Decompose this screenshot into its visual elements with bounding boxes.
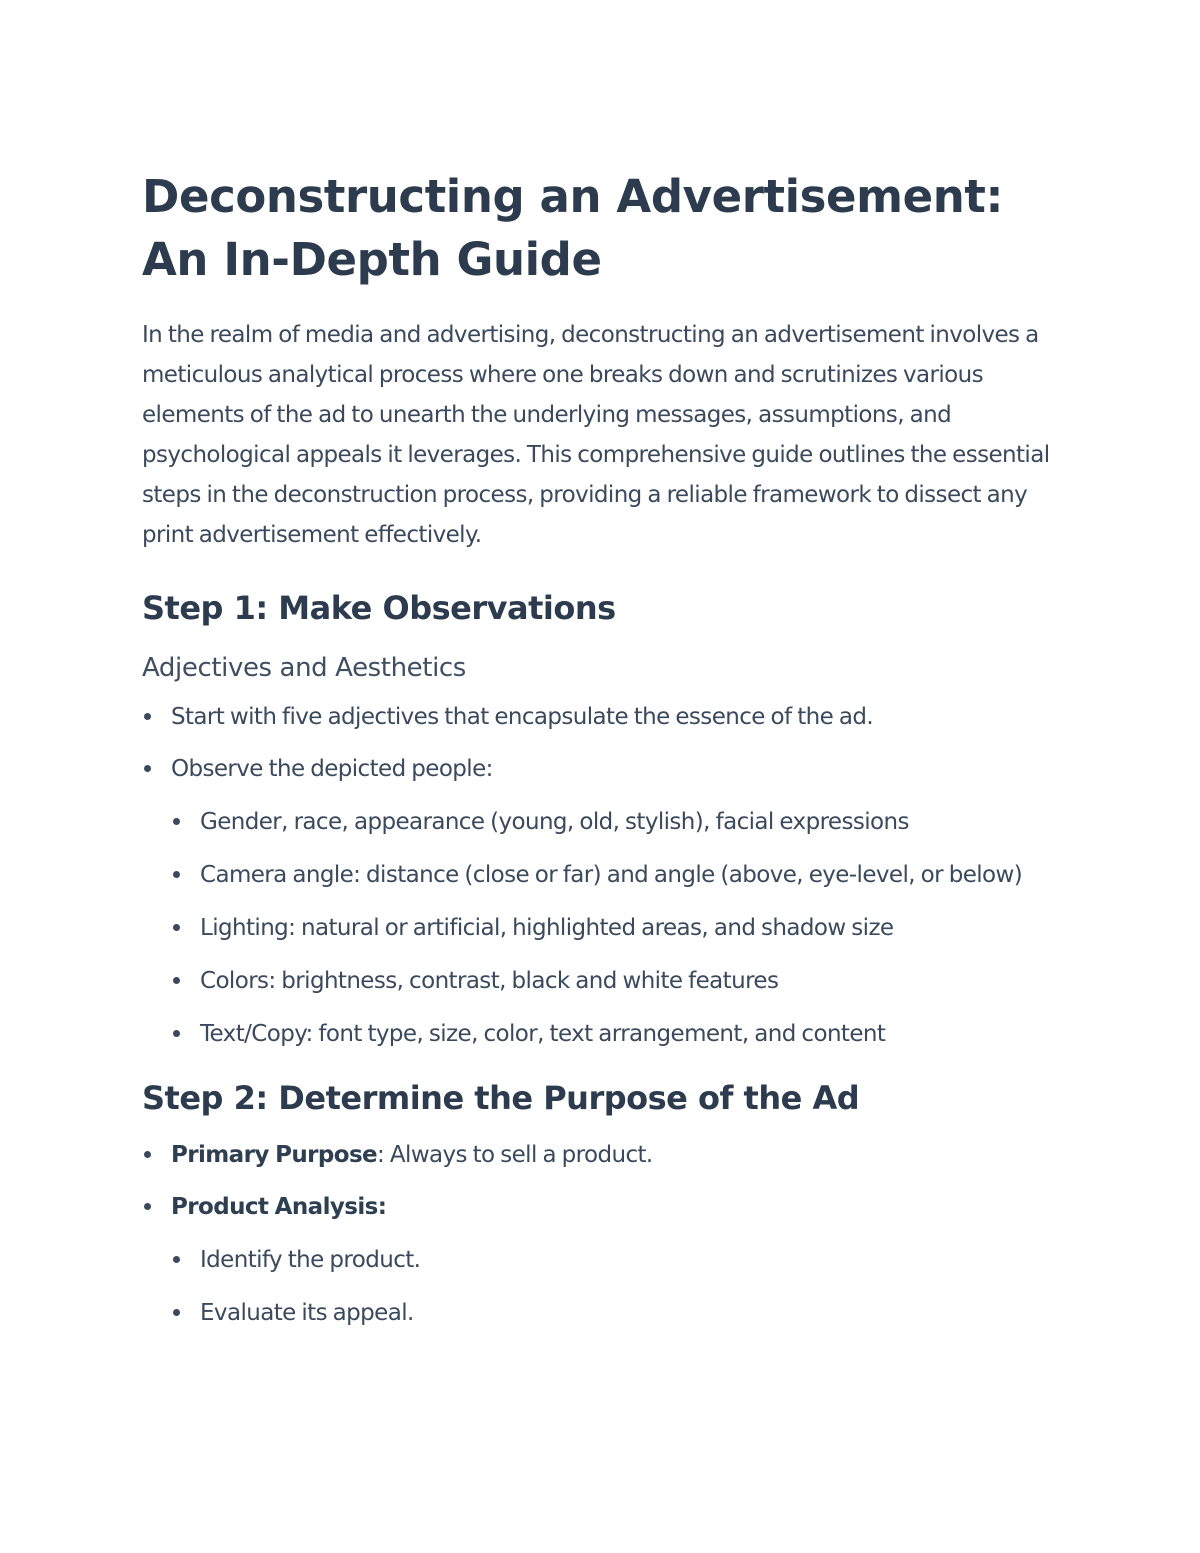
bullet-icon bbox=[144, 713, 151, 720]
sublist-item bbox=[171, 1240, 1072, 1280]
primary-purpose-label: Primary Purpose bbox=[171, 1142, 378, 1168]
product-analysis-sublist bbox=[171, 1240, 1072, 1333]
list-item bbox=[142, 1135, 1072, 1175]
bullet-icon bbox=[144, 1151, 151, 1158]
bullet-icon bbox=[173, 1309, 180, 1316]
list-item-text: Observe the depicted people: bbox=[171, 756, 493, 782]
sublist-item-text: Camera angle: distance (close or far) and angle (above, eye-level, or below) bbox=[200, 862, 1023, 888]
sublist-item-text: Evaluate its appeal. bbox=[200, 1300, 414, 1326]
bullet-icon bbox=[173, 818, 180, 825]
bullet-icon bbox=[144, 765, 151, 772]
sublist-item-text: Lighting: natural or artificial, highlighted areas, and shadow size bbox=[200, 915, 894, 941]
step-2-list bbox=[142, 1135, 1072, 1333]
observations-sublist bbox=[171, 802, 1072, 1054]
document-page bbox=[142, 165, 1072, 1333]
sublist-item-text: Colors: brightness, contrast, black and white features bbox=[200, 968, 779, 994]
primary-purpose-text: : Always to sell a product. bbox=[377, 1142, 653, 1168]
product-analysis-label: Product Analysis bbox=[171, 1194, 378, 1220]
adjectives-subheading: Adjectives and Aesthetics bbox=[142, 653, 466, 683]
bullet-icon bbox=[173, 871, 180, 878]
document-title: Deconstructing an Advertisement: An In-Depth Guide bbox=[142, 170, 1004, 286]
list-item bbox=[142, 749, 1072, 1054]
bullet-icon bbox=[173, 977, 180, 984]
product-analysis-text: : bbox=[377, 1194, 387, 1220]
step-1-list bbox=[142, 697, 1072, 1054]
sublist-item-text: Identify the product. bbox=[200, 1247, 421, 1273]
list-item-text: Start with five adjectives that encapsulate the essence of the ad. bbox=[171, 704, 874, 730]
sublist-item-text: Text/Copy: font type, size, color, text arrangement, and content bbox=[200, 1021, 886, 1047]
bullet-icon bbox=[144, 1203, 151, 1210]
list-item bbox=[142, 697, 1072, 737]
intro-paragraph: In the realm of media and advertising, deconstructing an advertisement involves a meticulous analytical process where one breaks down and scrutinizes various elements of the ad to unearth the underlying messages, assumptions, and psychological appeals it leverages. This comprehensive guide outlines the essential steps in the deconstruction process, providing a reliable framework to dissect any print advertisement effectively. bbox=[142, 322, 1050, 548]
sublist-item bbox=[171, 802, 1072, 842]
step-2-heading: Step 2: Determine the Purpose of the Ad bbox=[142, 1079, 860, 1117]
sublist-item bbox=[171, 908, 1072, 948]
bullet-icon bbox=[173, 924, 180, 931]
bullet-icon bbox=[173, 1256, 180, 1263]
sublist-item bbox=[171, 855, 1072, 895]
list-item bbox=[142, 1187, 1072, 1333]
sublist-item bbox=[171, 1014, 1072, 1054]
step-1-heading: Step 1: Make Observations bbox=[142, 589, 616, 627]
bullet-icon bbox=[173, 1030, 180, 1037]
sublist-item bbox=[171, 961, 1072, 1001]
sublist-item-text: Gender, race, appearance (young, old, stylish), facial expressions bbox=[200, 809, 909, 835]
sublist-item bbox=[171, 1293, 1072, 1333]
